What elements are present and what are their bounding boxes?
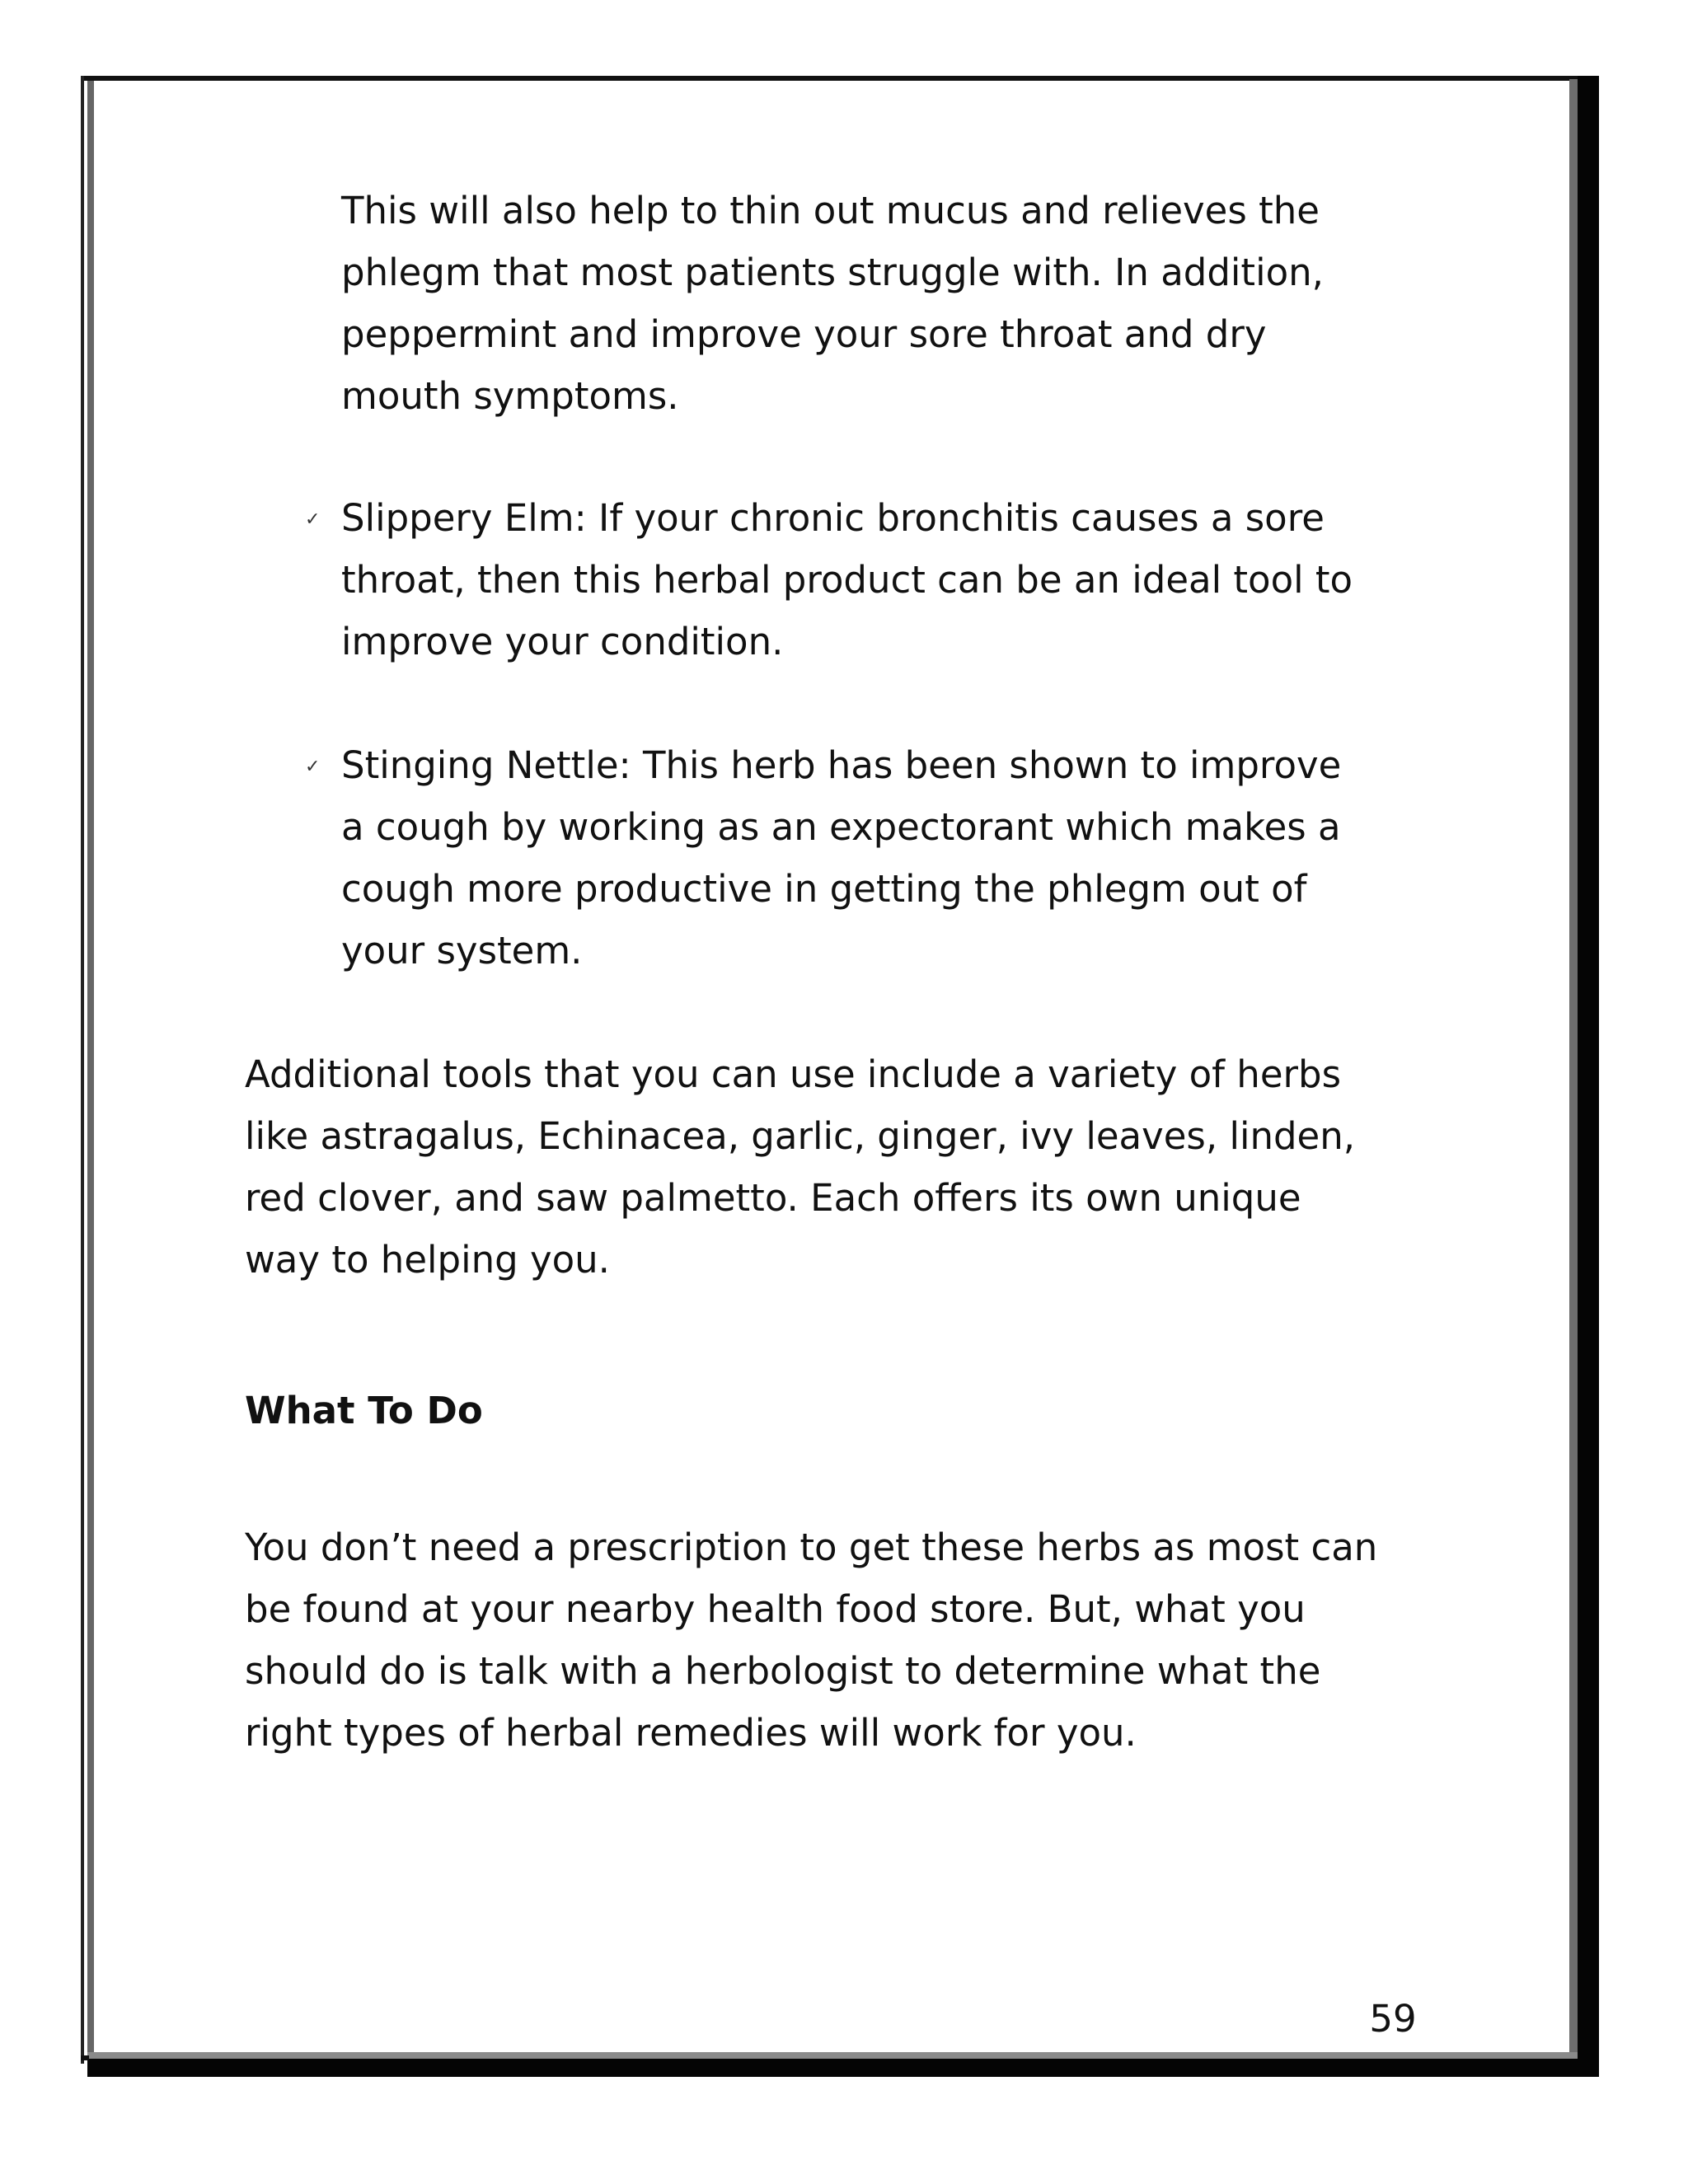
text-line: cough more productive in getting the phlegm out of [341,867,1307,911]
text-line: mouth symptoms. [341,374,679,418]
page-frame-left-inner [87,81,94,2059]
page-frame-bottom-shadow-gray [87,2052,1578,2059]
text-line: a cough by working as an expectorant which makes a [341,805,1341,849]
page-number: 59 [1369,1997,1417,2041]
text-line: red clover, and saw palmetto. Each offers its own unique [245,1176,1301,1220]
text-line: Additional tools that you can use include a variety of herbs [245,1052,1342,1096]
page-frame-corner [81,2055,89,2060]
checkmark-bullet-icon: ✓ [305,509,321,530]
text-line: right types of herbal remedies will work for you. [245,1711,1137,1755]
text-line: peppermint and improve your sore throat and dry [341,312,1267,356]
text-line: way to helping you. [245,1238,610,1282]
section-heading: What To Do [245,1389,483,1432]
page-frame-left-outer [81,76,84,2064]
text-line: like astragalus, Echinacea, garlic, ginger, ivy leaves, linden, [245,1114,1356,1158]
text-line: your system. [341,929,583,972]
text-line: You don’t need a prescription to get these herbs as most can [245,1526,1378,1569]
page-frame-right-shadow-gray [1569,79,1578,2060]
page-frame-bottom-shadow [87,2059,1599,2077]
text-line: should do is talk with a herbologist to determine what the [245,1649,1321,1693]
text-line: phlegm that most patients struggle with. In addition, [341,251,1324,294]
text-line: This will also help to thin out mucus and relieves the [341,189,1320,232]
text-line: Stinging Nettle: This herb has been shown to improve [341,743,1342,787]
text-line: throat, then this herbal product can be an ideal tool to [341,558,1353,602]
text-line: Slippery Elm: If your chronic bronchitis causes a sore [341,496,1325,540]
text-line: be found at your nearby health food store. But, what you [245,1587,1306,1631]
page-frame-top [81,76,1599,81]
text-line: improve your condition. [341,620,784,663]
page-frame-right-shadow [1578,76,1599,2077]
checkmark-bullet-icon: ✓ [305,757,321,777]
